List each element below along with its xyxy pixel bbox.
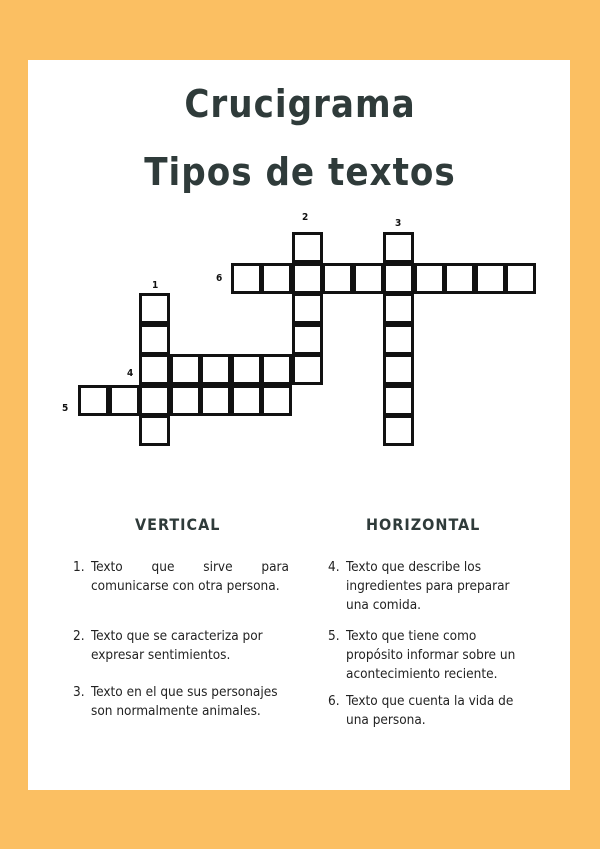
crossword-cell[interactable] — [292, 263, 323, 294]
crossword-cell[interactable] — [139, 324, 170, 355]
crossword-cell[interactable] — [139, 293, 170, 324]
crossword-cell[interactable] — [505, 263, 536, 294]
clue-text: Texto que sirve para comunicarse con otra persona. — [91, 559, 289, 594]
clue-text: Texto que describe los ingredientes para preparar una comida. — [346, 559, 510, 613]
crossword-cell[interactable] — [383, 263, 414, 294]
horizontal-clue-6 — [328, 692, 533, 730]
clue-number-label: 4 — [127, 368, 134, 379]
clue-number: 4. — [328, 559, 340, 575]
crossword-cell[interactable] — [200, 354, 231, 385]
crossword-cell[interactable] — [475, 263, 506, 294]
title-line-2: Tipos de textos — [144, 150, 456, 194]
crossword-cell[interactable] — [383, 385, 414, 416]
clue-number-label: 3 — [395, 218, 402, 229]
vertical-heading: VERTICAL — [135, 515, 221, 534]
crossword-cell[interactable] — [261, 354, 292, 385]
crossword-cell[interactable] — [200, 385, 231, 416]
crossword-cell[interactable] — [383, 415, 414, 446]
crossword-cell[interactable] — [353, 263, 384, 294]
crossword-cell[interactable] — [292, 232, 323, 263]
title-line-1: Crucigrama — [184, 82, 416, 126]
crossword-cell[interactable] — [444, 263, 475, 294]
crossword-cell[interactable] — [261, 263, 292, 294]
clue-number: 1. — [73, 559, 85, 575]
crossword-cell[interactable] — [139, 415, 170, 446]
vertical-clue-2 — [73, 627, 289, 665]
crossword-cell[interactable] — [414, 263, 445, 294]
clue-number-label: 5 — [62, 403, 69, 414]
clue-number-label: 1 — [152, 280, 159, 291]
crossword-cell[interactable] — [231, 263, 262, 294]
crossword-cell[interactable] — [383, 324, 414, 355]
horizontal-clue-5 — [328, 627, 533, 684]
clue-text: Texto que se caracteriza por expresar sentimientos. — [91, 628, 263, 663]
horizontal-clue-4 — [328, 558, 533, 615]
crossword-cell[interactable] — [261, 385, 292, 416]
clue-text: Texto que cuenta la vida de una persona. — [346, 693, 514, 728]
vertical-clue-3 — [73, 683, 289, 721]
clue-number: 6. — [328, 693, 340, 709]
crossword-cell[interactable] — [139, 385, 170, 416]
crossword-cell[interactable] — [170, 354, 201, 385]
clue-number-label: 6 — [216, 273, 223, 284]
crossword-cell[interactable] — [383, 354, 414, 385]
clue-text: Texto que tiene como propósito informar sobre un acontecimiento reciente. — [346, 628, 516, 682]
crossword-cell[interactable] — [231, 385, 262, 416]
crossword-cell[interactable] — [292, 324, 323, 355]
vertical-clue-1 — [73, 558, 289, 596]
crossword-cell[interactable] — [78, 385, 109, 416]
crossword-cell[interactable] — [231, 354, 262, 385]
clue-number: 2. — [73, 628, 85, 644]
crossword-cell[interactable] — [292, 293, 323, 324]
clue-number: 3. — [73, 684, 85, 700]
horizontal-heading: HORIZONTAL — [366, 515, 481, 534]
crossword-cell[interactable] — [170, 385, 201, 416]
crossword-cell[interactable] — [109, 385, 140, 416]
crossword-cell[interactable] — [383, 232, 414, 263]
clue-text: Texto en el que sus personajes son normalmente animales. — [91, 684, 278, 719]
crossword-cell[interactable] — [383, 293, 414, 324]
crossword-cell[interactable] — [139, 354, 170, 385]
clue-number: 5. — [328, 628, 340, 644]
clue-number-label: 2 — [302, 212, 309, 223]
crossword-cell[interactable] — [292, 354, 323, 385]
crossword-cell[interactable] — [322, 263, 353, 294]
